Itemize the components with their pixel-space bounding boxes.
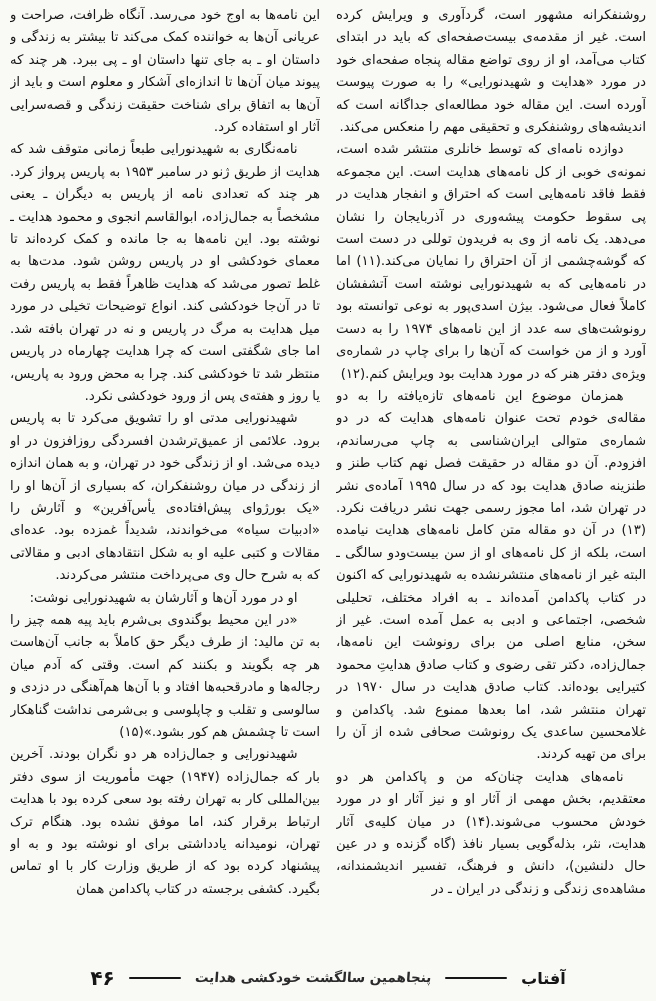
paragraph: او در مورد آن‌ها و آثارشان به شهیدنورایی نوشت: [29,590,298,606]
page-number: ۴۶ [90,966,115,990]
page-footer [0,965,656,991]
paragraph: دوازده نامه‌ای که توسط خانلری منتشر شده است، نمونه‌ی خوبی از کل نامه‌های هدایت است. این مجموعه فقط فاقد نامه‌هایی است که احتراق و انفجار هدایت در پی سقوط حکومت پیشه‌وری در آذربایجان را نشان می‌دهد. یک نامه از وی به فریدون توللی در دست است که گوشه‌چشمی از آن احتراق را نمایان می‌کند.(۱۱) اما در نامه‌هایی که به شهیدنورایی نوشته است آتشفشان کاملاً فعال می‌شود. بیژن اسدی‌پور به نوعی توانسته بود رونوشت‌های سه عدد از این نامه‌های ۱۹۷۴ را به دست آورد و از من خواست که آن‌ها را برای چاپ در شماره‌ی ویژه‌ی دفتر هنر که در مورد هدایت بود ویرایش کنم.(۱۲) [336,142,646,382]
paragraph: نامه‌نگاری به شهیدنورایی طبعاً زمانی متوقف شد که هدایت از طریق ژنو در سامبر ۱۹۵۳ به پاریس پرواز کرد. هر چند که تعدادی نامه از پاریس به دیگران ـ یعنی مشخصاً به جمال‌زاده، ابوالقاسم انجوی و محمود هدایت ـ نوشته بود. این نامه‌ها به جا مانده و کمک کرده‌اند تا معمای خودکشی او در پاریس روشن شود. مدت‌ها به غلط تصور می‌شد که هدایت ظاهراً فقط به پاریس رفت تا در آن‌جا خودکشی کند. انواع توضیحات تخیلی در مورد میل هدایت به مرگ در پاریس و نه در تهران بافته شد. اما جای شگفتی است که چرا هدایت چهارماه در پاریس منتظر شد تا خودکشی کند. چرا به محض ورود به پاریس، یا روز و هفته‌ی پس از ورود خودکشی نکرد. [10,142,320,404]
text-column-left [10,5,320,950]
paragraph: همزمان موضوع این نامه‌های تازه‌یافته را به دو مقاله‌ی خودم تحت عنوان نامه‌های هدایت که در دو شماره‌ی متوالی ایران‌شناسی به چاپ می‌رساندم، افزودم. آن دو مقاله در حقیقت فصل نهم کتاب طنز و طنزینه صادق هدایت بود که در سال ۱۹۹۵ آماده‌ی نشر در تهران شد، اما مجوز رسمی جهت نشر دریافت نکرد.(۱۳) در آن دو مقاله متن کامل نامه‌های هدایت نیامده است، بلکه از کل نامه‌های او از سن بیست‌ودو سالگی ـ البته غیر از نامه‌های منتشرنشده به شهیدنورایی که اکنون در کتاب پاکدامن آمده‌اند ـ به افراد مختلف، تحلیلی شخصی، اجتماعی و ادبی به عمل آمده است. غیر از سخن، منابع اصلی من برای رونوشت این نامه‌ها، جمال‌زاده، دکتر تقی رضوی و کتاب صادق هدایتِ محمود کتیرایی بوده‌اند. کتاب صادق هدایت در سال ۱۹۷۰ در تهران منتشر شد، اما بعدها ممنوع شد. پاکدامن و غلامحسین ساعدی یک رونوشت صحافی شده از آن را برای من تهیه کردند. [336,388,646,763]
paragraph: شهیدنورایی مدتی او را تشویق می‌کرد تا به پاریس برود. علائمی از عمیق‌ترشدن افسردگی روزافزون در او دیده می‌شد. او از زندگی خود در تهران، و به همان اندازه از زندگی در میان روشنفکران، که بسیاری از آن‌ها او را «یک بورژوای پیش‌افتاده‌ی یأس‌آفرین» و آثارش را «ادبیات سیاه» می‌خواندند، شدیداً غمزده بود. عده‌ای مقالات و کتبی علیه او به شکل انتقادهای ادبی و مقالاتی که به شرح حال وی می‌پرداخت منتشر می‌کردند. [10,411,320,584]
footer-rule [445,977,507,980]
paragraph: شهیدنورایی و جمال‌زاده هر دو نگران بودند. آخرین بار که جمال‌زاده (۱۹۴۷) جهت مأموریت از سوی دفتر بین‌المللی کار به تهران رفته بود سعی کرده بود با هدایت ارتباط برقرار کند، اما موفق نشده بود. هنگام ترک تهران، نومیدانه یادداشتی برای او نوشته بود و به او پیشنهاد کرده بود که از طریق وزارت کار با او تماس بگیرد. کشفی برجسته در کتاب پاکدامن همان [10,747,320,897]
magazine-title: آفتاب [521,968,566,988]
paragraph: نامه‌های هدایت چنان‌که من و پاکدامن هر دو معتقدیم، بخش مهمی از آثار او و نیز آثار او در مورد خودش محسوب می‌شوند.(۱۴) در میان کلیه‌ی آثار هدایت، نثر، بذله‌گویی بسیار نافذ (گاه گزنده و در عین حال دلنشین)، دانش و فرهنگ، تفسیر اندیشمندانه، مشاهده‌ی زندگی و زندگی در ایران ـ در [336,769,646,897]
footer-rule [129,977,181,980]
section-title: پنجاهمین سالگشت خودکشی هدایت [194,970,432,986]
paragraph: روشنفکرانه مشهور است، گردآوری و ویرایش کرده است. غیر از مقدمه‌ی بیست‌صفحه‌ای که باید در ابتدای کتاب می‌آمد، او از روی تواضع مقاله پنجاه صفحه‌ای خود در مورد «هدایت و شهیدنورایی» را به صورت پیوست آورده است. این مقاله خود مطالعه‌ای جداگانه است که اندیشه‌های روشنفکری و تحقیقی مهم را منعکس می‌کند. [336,8,646,136]
paragraph quoted-letter-excerpt: «در این محیط بوگندوی بی‌شرم باید پیه همه چیز را به تن مالید: از طرف دیگر حق کاملاً به جانب آن‌هاست هر چه بگویند و بکنند کم است. وقتی که آدم میان رجاله‌ها و مادرقحبه‌ها افتاد و با آن‌ها هم‌آهنگی در دزدی و سالوسی و تقلب و چاپلوسی و بی‌شرمی نداشت گناهکار است تا چشمش هم کور بشود.»(۱۵) [10,612,320,740]
text-column-right [336,5,646,950]
paragraph: این نامه‌ها به اوج خود می‌رسد. آنگاه ظرافت، صراحت و عریانی آن‌ها به خواننده کمک می‌کند تا بیشتر به زندگی و داستان او ـ به جای تنها داستان او ـ پی ببرد. هر چند که پیوند میان آن‌ها تا اندازه‌ای آشکار و معلوم است و باید از آن‌ها به اتفاق برای شناخت حقیقت زندگی و قصه‌سرایی آثار او استفاده کرد. [10,8,320,136]
